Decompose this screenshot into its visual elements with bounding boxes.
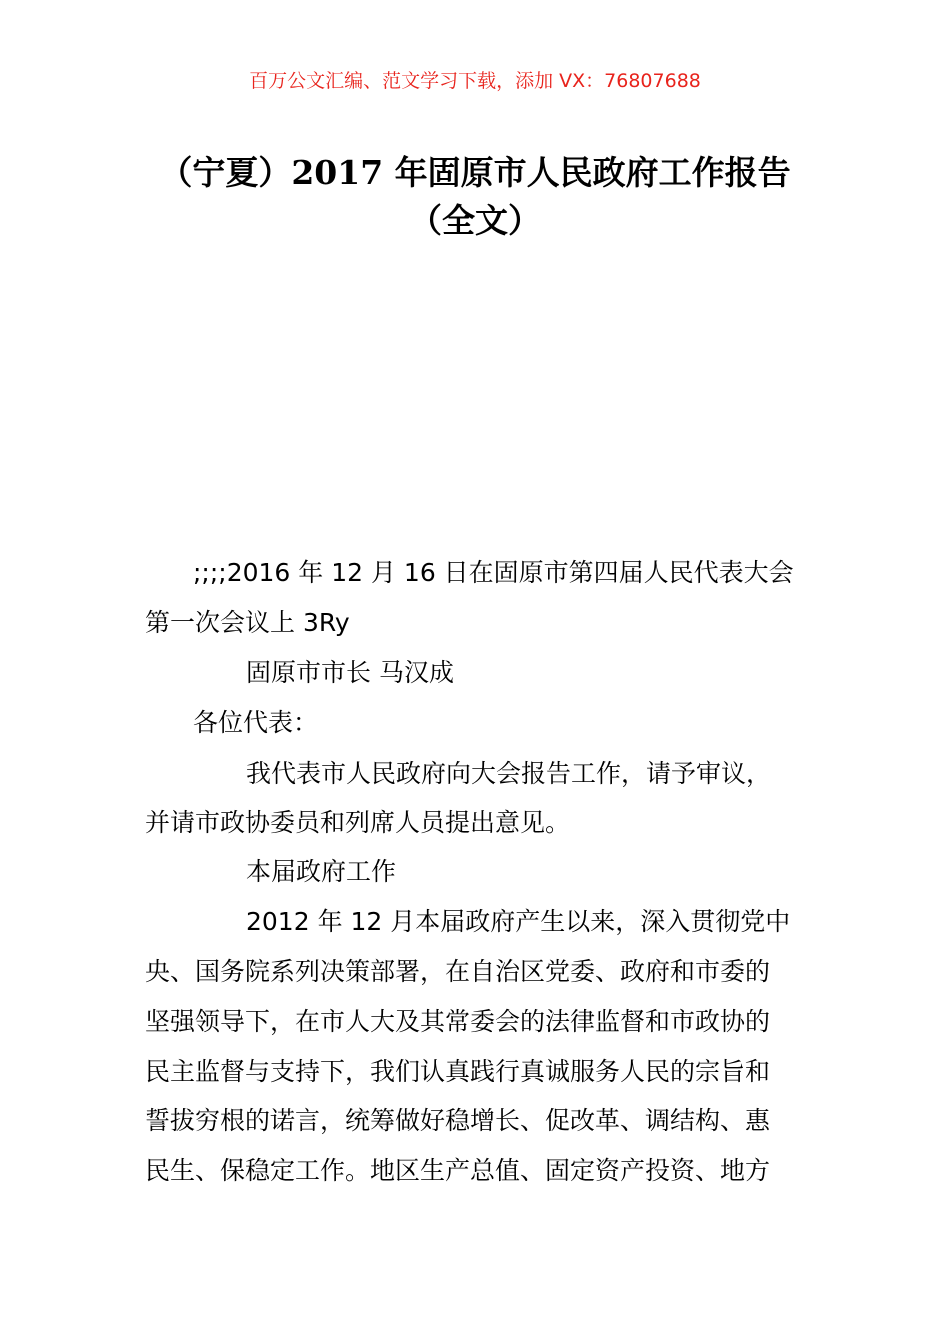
document-title-subtitle: （全文） [409, 201, 541, 240]
body-line-9: 央、国务院系列决策部署，在自治区党委、政府和市委的 [145, 957, 771, 986]
body-line-1: ;;;;2016 年 12 月 16 日在固原市第四届人民代表大会 [193, 558, 794, 587]
document-title: （宁夏）2017 年固原市人民政府工作报告 [159, 153, 791, 192]
header-banner: 百万公文汇编、范文学习下载，添加 VX：76807688 [249, 70, 701, 92]
body-line-6: 并请市政协委员和列席人员提出意见。 [145, 808, 571, 837]
body-line-10: 坚强领导下，在市人大及其常委会的法律监督和市政协的 [145, 1007, 771, 1036]
body-line-12: 誓拔穷根的诺言，统筹做好稳增长、促改革、调结构、惠 [145, 1106, 771, 1135]
body-line-5: 我代表市人民政府向大会报告工作，请予审议， [246, 759, 772, 788]
body-line-3: 固原市市长 马汉成 [246, 658, 454, 687]
body-line-11: 民主监督与支持下，我们认真践行真诚服务人民的宗旨和 [145, 1057, 771, 1086]
body-line-4: 各位代表： [193, 708, 319, 737]
body-line-2: 第一次会议上 3Ry [145, 608, 350, 637]
body-line-8: 2012 年 12 月本届政府产生以来，深入贯彻党中 [246, 907, 791, 936]
body-line-7: 本届政府工作 [246, 857, 397, 886]
body-line-13: 民生、保稳定工作。地区生产总值、固定资产投资、地方 [145, 1156, 771, 1185]
